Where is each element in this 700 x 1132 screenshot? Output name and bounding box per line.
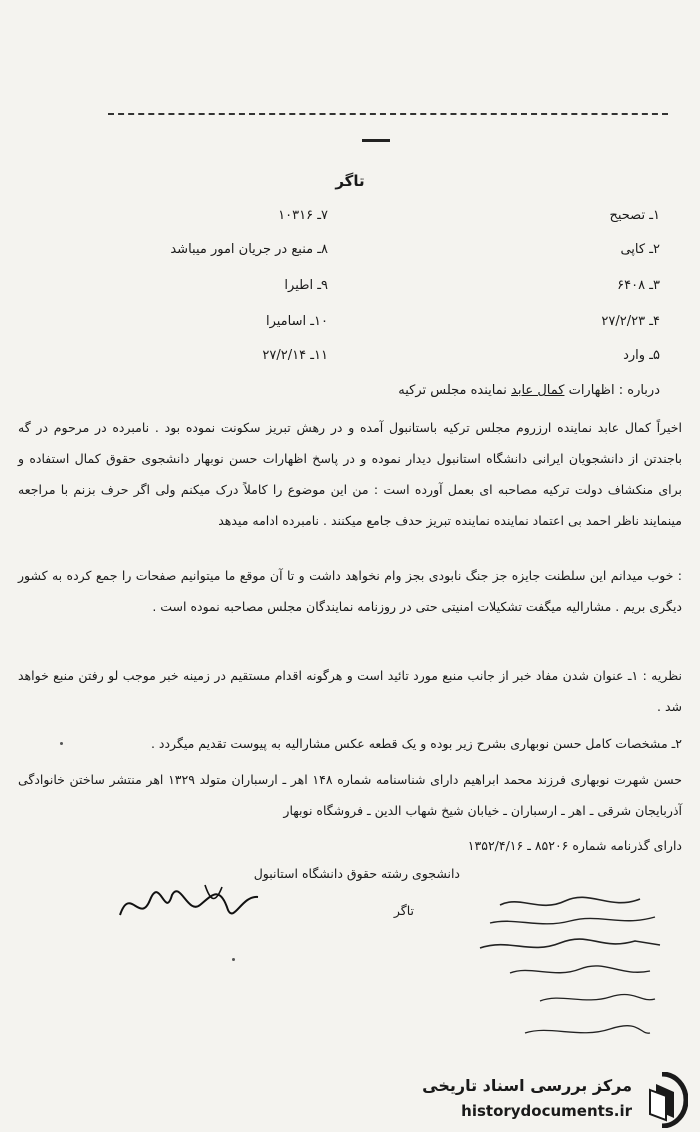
paragraph-6: دارای گذرنامه شماره ۸۵۲۰۶ ـ ۱۳۵۲/۴/۱۶ bbox=[467, 838, 682, 853]
meta-right-4: ۴ـ ۲۷/۲/۲۳ bbox=[601, 314, 660, 329]
signoff-label: تاگر bbox=[393, 903, 414, 918]
paragraph-4: ۲ـ مشخصات کامل حسن نوبهاری بشرح زیر بوده و یک قطعه عکس مشارالیه به پیوست تقدیم میگردد . bbox=[150, 736, 682, 751]
subject-name: کمال عابد bbox=[511, 383, 565, 398]
position-line: دانشجوی رشته حقوق دانشگاه استانبول bbox=[253, 866, 460, 881]
meta-right-3: ۳ـ ۶۴۰۸ bbox=[617, 278, 660, 293]
archive-emblem-icon bbox=[636, 1072, 688, 1128]
meta-right-1: ۱ـ تصحیح bbox=[609, 208, 660, 223]
document-title: تاگر bbox=[335, 172, 365, 190]
meta-left-11: ۱۱ـ ۲۷/۲/۱۴ bbox=[262, 348, 328, 363]
speck bbox=[60, 742, 63, 745]
meta-right-5: ۵ـ وارد bbox=[623, 348, 660, 363]
paragraph-1: اخیراً کمال عابد نماینده ارزروم مجلس ترکیه باستانبول آمده و در رهش تبریز سکونت نموده بود . نامبرده در مرحوم در گه باجندتن از دانشجویان ایرانی دانشگاه استانبول دیدار نموده و در پاسخ اظهارات حسن نوبهار دانشجوی حقوق کمال استفاده و برای منکشاف دولت ترکیه مصاحبه ای بعمل آورده است : من این موضوع را کاملاً درک میکنم ولی اگر حرف بزنم با مراجعه مینمایند ناظر احمد بی اعتماد نماینده نماینده تبریز حدف جامع میکنند . نامبرده ادامه میدهد bbox=[18, 420, 682, 528]
handwritten-notes bbox=[470, 893, 670, 1063]
subject-prefix: درباره : اظهارات bbox=[568, 383, 660, 398]
meta-left-9: ۹ـ اطیرا bbox=[284, 278, 328, 293]
paragraph-3: نظریه : ۱ـ عنوان شدن مفاد خبر از جانب منبع مورد تائید است و هرگونه اقدام مستقیم در زمینه خبر موجب لو رفتن منبع خواهد شد . bbox=[18, 668, 682, 714]
watermark-text-fa: مرکز بررسی اسناد تاریخی bbox=[422, 1076, 632, 1095]
watermark-text-en: historydocuments.ir bbox=[461, 1102, 632, 1120]
speck bbox=[232, 958, 235, 961]
paragraph-2: : خوب میدانم این سلطنت جایزه جز جنگ نابودی بجز وام نخواهد داشت و تا آن موقع ما میتوانیم صفحات را جمع کرده به کشور دیگری بریم . مشارالیه میگفت تشکیلات امنیتی حتی در روزنامه نمایندگان مجلس مصاحبه نموده است . bbox=[18, 568, 682, 614]
meta-left-8: ۸ـ منبع در جریان امور میباشد bbox=[170, 242, 328, 257]
meta-left-10: ۱۰ـ اسامیرا bbox=[265, 314, 328, 329]
header-dash bbox=[362, 139, 390, 142]
meta-left-7: ۷ـ ۱۰۳۱۶ bbox=[278, 208, 328, 223]
subject-line bbox=[398, 383, 660, 398]
top-dashed-rule bbox=[108, 113, 668, 115]
watermark-logo bbox=[422, 1068, 692, 1130]
subject-suffix: نماینده مجلس ترکیه bbox=[398, 383, 507, 398]
meta-right-2: ۲ـ کاپی bbox=[620, 242, 660, 257]
signature-scribble bbox=[110, 875, 270, 935]
paragraph-5: حسن شهرت نوبهاری فرزند محمد ابراهیم دارای شناسنامه شماره ۱۴۸ اهر ـ ارسباران متولد ۱۳۲۹ اهر منتشر ساختن خانوادگی آذربایجان شرقی ـ اهر ـ ارسباران ـ خیابان شیخ شهاب الدین ـ فروشگاه نوبهار bbox=[18, 772, 682, 818]
